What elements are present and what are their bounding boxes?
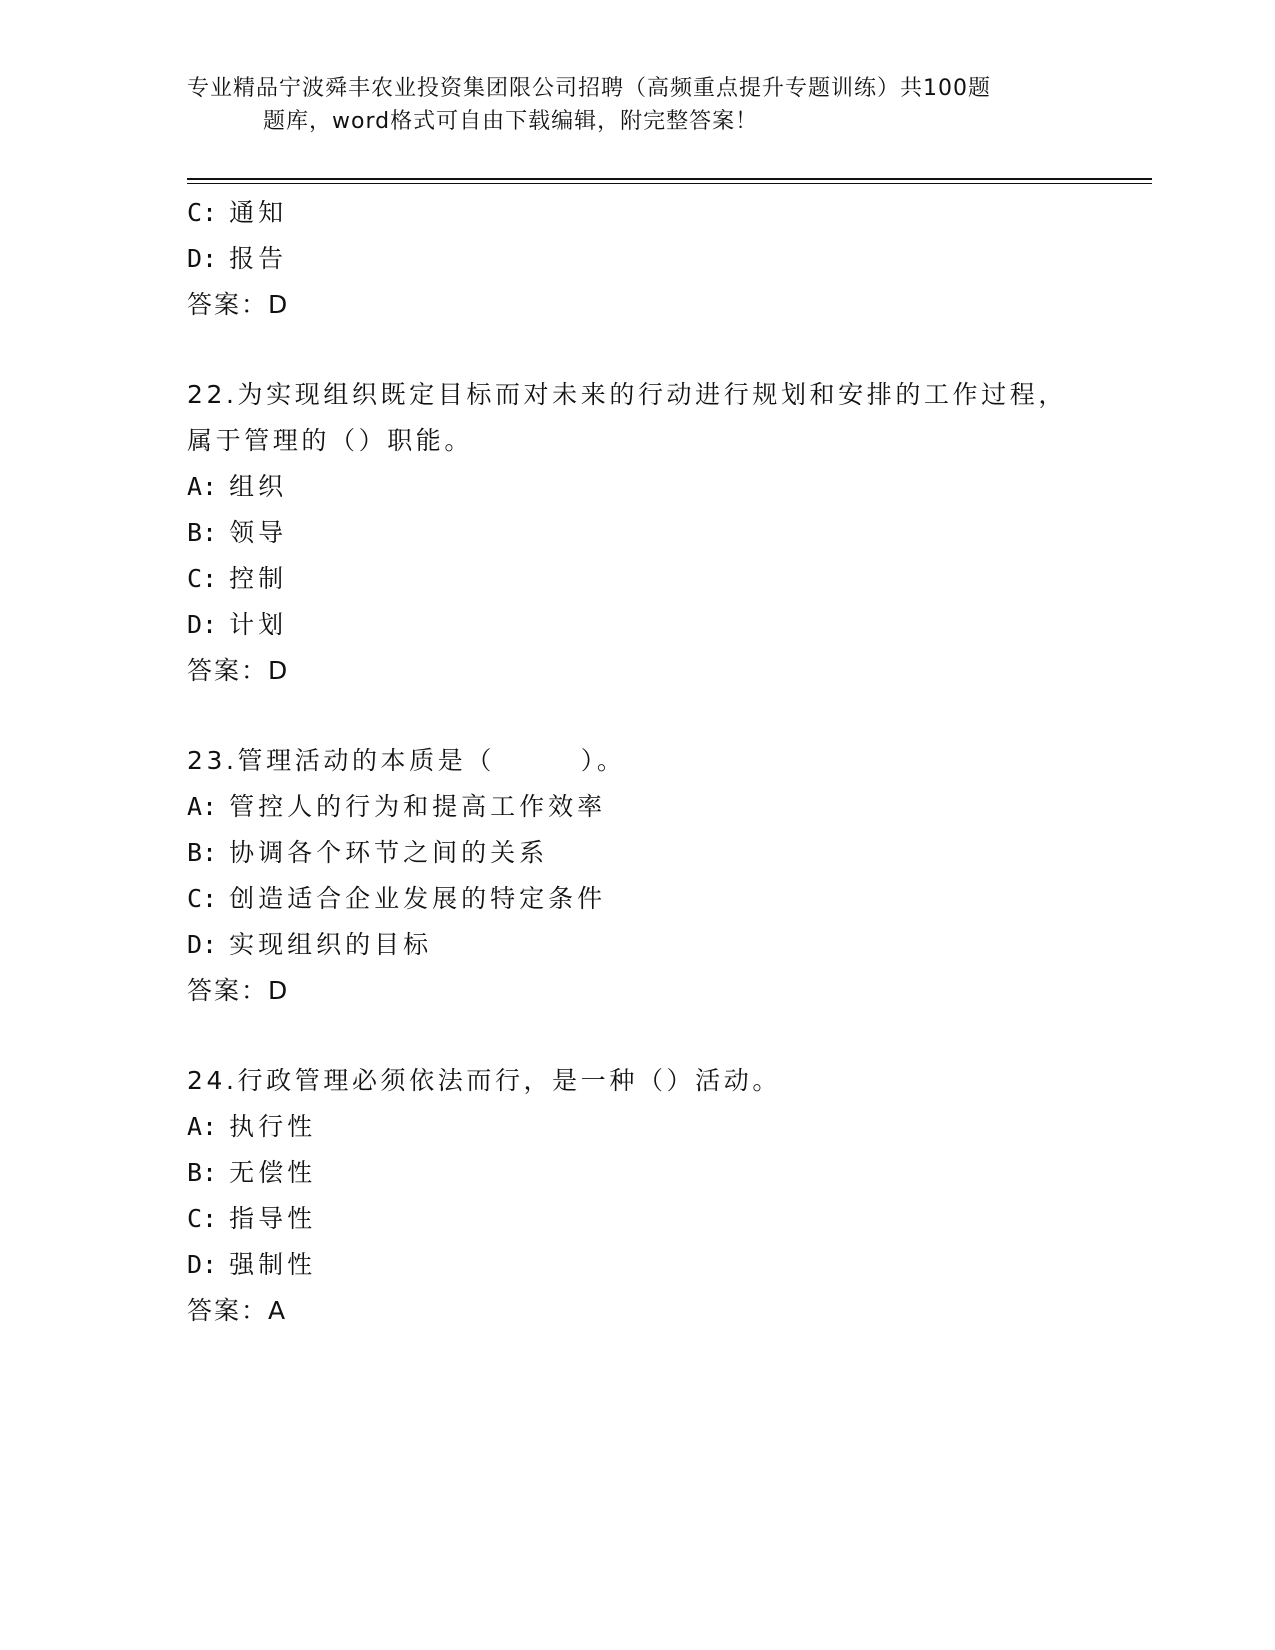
question-22 <box>187 372 1087 694</box>
option-b: B: 无偿性 <box>187 1158 317 1187</box>
option-a: A: 管控人的行为和提高工作效率 <box>187 792 607 821</box>
header-rule-thin <box>187 183 1152 184</box>
option-c: C: 控制 <box>187 564 288 593</box>
option-d: D: 实现组织的目标 <box>187 930 433 959</box>
question-24 <box>187 1058 1087 1334</box>
header-rule-thick <box>187 178 1152 180</box>
question-carryover <box>187 190 1087 328</box>
header-title-line1: 专业精品宁波舜丰农业投资集团限公司招聘（高频重点提升专题训练）共100题 <box>187 76 991 101</box>
answer-line: 答案：D <box>187 290 290 319</box>
option-a: A: 执行性 <box>187 1112 317 1141</box>
option-c: C: 指导性 <box>187 1204 317 1233</box>
option-c: C: 通知 <box>187 198 288 227</box>
question-stem: 22.为实现组织既定目标而对未来的行动进行规划和安排的工作过程， <box>187 380 1067 409</box>
answer-line: 答案：D <box>187 976 290 1005</box>
option-a: A: 组织 <box>187 472 288 501</box>
question-stem: 24.行政管理必须依法而行，是一种（）活动。 <box>187 1066 781 1095</box>
answer-line: 答案：D <box>187 656 290 685</box>
option-b: B: 领导 <box>187 518 288 547</box>
answer-line: 答案：A <box>187 1296 288 1325</box>
question-stem: 23.管理活动的本质是（ ）。 <box>187 746 626 775</box>
question-stem: 属于管理的（）职能。 <box>187 426 474 455</box>
header-title-line2: 题库，word格式可自由下载编辑，附完整答案！ <box>263 109 759 134</box>
option-b: B: 协调各个环节之间的关系 <box>187 838 549 867</box>
option-d: D: 报告 <box>187 244 288 273</box>
question-list <box>187 190 1087 1334</box>
option-d: D: 计划 <box>187 610 288 639</box>
option-c: C: 创造适合企业发展的特定条件 <box>187 884 607 913</box>
page-header <box>187 72 1087 138</box>
question-23 <box>187 738 1087 1014</box>
option-d: D: 强制性 <box>187 1250 317 1279</box>
